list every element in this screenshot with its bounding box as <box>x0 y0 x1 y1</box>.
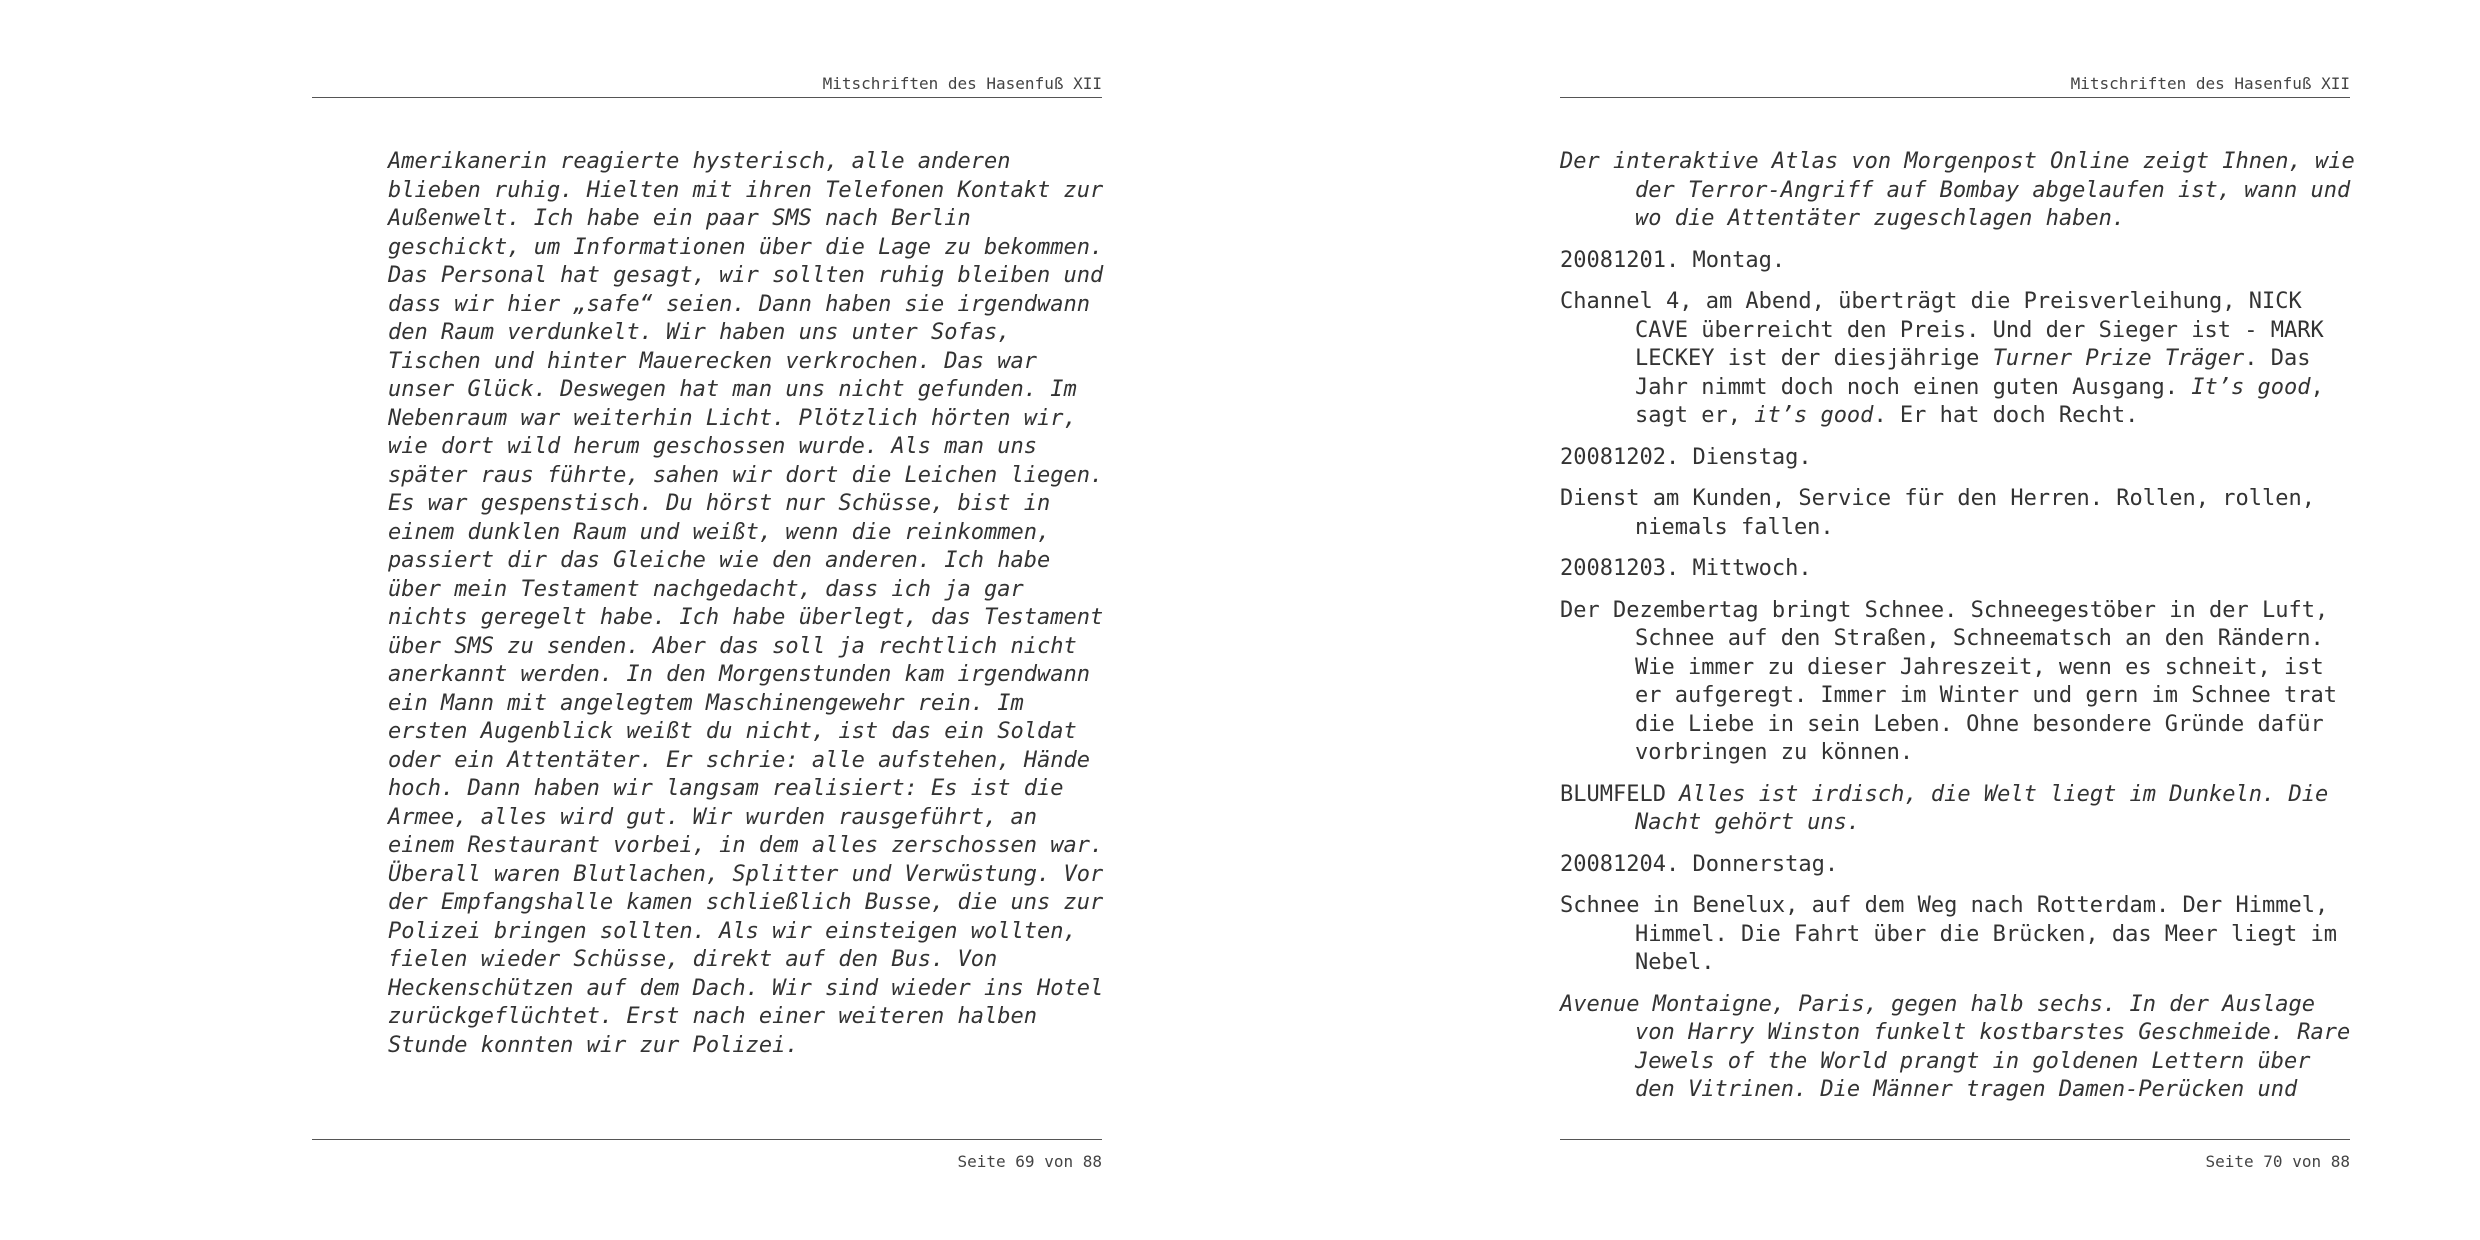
date-heading-donnerstag <box>1560 851 2350 880</box>
text-line: später raus führte, sahen wir dort die Leichen liegen. <box>388 462 1104 488</box>
text-line: Der Dezembertag bringt Schnee. Schneegestöber in der Luft, <box>1560 597 2329 623</box>
left-page-number: Seite 69 von 88 <box>957 1152 1102 1171</box>
text-line: CAVE überreicht den Preis. Und der Sieger ist - MARK <box>1635 317 2324 343</box>
text-line: anerkannt werden. In den Morgenstunden kam irgendwann <box>388 662 1090 687</box>
right-header-rule <box>1560 97 2350 98</box>
text-line: passiert dir das Gleiche wie den anderen. Ich habe <box>388 548 1051 573</box>
text-line: hoch. Dann haben wir langsam realisiert: Es ist die <box>388 776 1064 801</box>
text-line: unser Glück. Deswegen hat man uns nicht gefunden. Im <box>388 377 1077 402</box>
paragraph-morgenpost <box>1560 148 2355 234</box>
text-line: Dienst am Kunden, Service für den Herren. Rollen, rollen, <box>1560 486 2315 511</box>
text-run-italic: It’s good <box>2191 374 2311 400</box>
text-line: Nebel. <box>1635 950 1715 975</box>
text-line: von Harry Winston funkelt kostbarstes Geschmeide. Rare <box>1635 1020 2351 1045</box>
text-line: einem dunklen Raum und weißt, wenn die reinkommen, <box>388 519 1051 545</box>
text-line: die Liebe in sein Leben. Ohne besondere Gründe dafür <box>1635 711 2324 737</box>
text-line: 20081201. Montag. <box>1560 247 1786 273</box>
text-line: 20081202. Dienstag. <box>1560 444 1812 470</box>
text-line: Nebenraum war weiterhin Licht. Plötzlich hörten wir, <box>388 405 1077 431</box>
text-line: oder ein Attentäter. Er schrie: alle aufstehen, Hände <box>388 747 1090 773</box>
text-line: Schnee in Benelux, auf dem Weg nach Rotterdam. Der Himmel, <box>1560 893 2329 918</box>
text-run: . Er hat doch Recht. <box>1873 403 2139 428</box>
text-line: 20081204. Donnerstag. <box>1560 851 1839 877</box>
text-line: dass wir hier „safe“ seien. Dann haben sie irgendwann <box>388 291 1090 317</box>
text-line: Heckenschützen auf dem Dach. Wir sind wieder ins Hotel <box>388 975 1104 1001</box>
text-run: sagt er, <box>1635 403 1755 428</box>
left-page-body <box>388 148 1108 1060</box>
text-line: Außenwelt. Ich habe ein paar SMS nach Berlin <box>388 206 971 231</box>
date-heading-dienstag <box>1560 444 2350 473</box>
text-line: über SMS zu senden. Aber das soll ja rechtlich nicht <box>388 633 1077 659</box>
paragraph-blumfeld <box>1560 781 2350 838</box>
date-heading-mittwoch <box>1560 555 2350 584</box>
text-run-italic: it’s good <box>1754 403 1874 428</box>
text-line: ein Mann mit angelegtem Maschinengewehr rein. Im <box>388 690 1024 716</box>
paragraph-avenue-montaigne <box>1560 991 2350 1105</box>
text-line: Es war gespenstisch. Du hörst nur Schüsse, bist in <box>388 491 1051 516</box>
text-line <box>1560 781 2350 810</box>
text-line <box>1560 374 2350 403</box>
text-line: Schnee auf den Straßen, Schneematsch an den Rändern. <box>1635 626 2324 651</box>
text-line: niemals fallen. <box>1635 514 1834 540</box>
text-line: blieben ruhig. Hielten mit ihren Telefonen Kontakt zur <box>388 177 1104 203</box>
text-line: nichts geregelt habe. Ich habe überlegt, das Testament <box>388 605 1104 630</box>
text-line: er aufgeregt. Immer im Winter und gern im Schnee trat <box>1635 683 2337 708</box>
text-line: den Raum verdunkelt. Wir haben uns unter Sofas, <box>388 320 1011 345</box>
text-line: Der interaktive Atlas von Morgenpost Online zeigt Ihnen, wie <box>1560 149 2355 174</box>
paragraph-channel4 <box>1560 288 2350 431</box>
text-line: Überall waren Blutlachen, Splitter und Verwüstung. Vor <box>388 861 1104 887</box>
left-page-header: Mitschriften des Hasenfuß XII <box>822 74 1102 93</box>
text-line: zurückgeflüchtet. Erst nach einer weiteren halben <box>388 1004 1038 1029</box>
right-footer-rule <box>1560 1139 2350 1140</box>
text-line: ersten Augenblick weißt du nicht, ist das ein Soldat <box>388 719 1077 744</box>
text-run: , <box>2310 374 2324 400</box>
text-line: 20081203. Mittwoch. <box>1560 556 1812 581</box>
text-line: wie dort wild herum geschossen wurde. Als man uns <box>388 434 1038 459</box>
text-line: der Terror-Angriff auf Bombay abgelaufen ist, wann und <box>1635 177 2351 203</box>
text-line: wo die Attentäter zugeschlagen haben. <box>1635 206 2126 231</box>
text-line: einem Restaurant vorbei, in dem alles zerschossen war. <box>388 833 1104 858</box>
text-run: BLUMFELD <box>1560 781 1680 807</box>
text-line: Avenue Montaigne, Paris, gegen halb sechs. In der Auslage <box>1560 991 2315 1017</box>
text-line: fielen wieder Schüsse, direkt auf den Bus. Von <box>388 947 998 972</box>
text-run-italic: Alles ist irdisch, die Welt liegt im Dunkeln. Die <box>1679 781 2329 807</box>
text-run: . Das <box>2244 346 2311 371</box>
text-line: Channel 4, am Abend, überträgt die Preisverleihung, NICK <box>1560 289 2302 314</box>
text-line: Himmel. Die Fahrt über die Brücken, das Meer liegt im <box>1635 921 2337 947</box>
text-line: Stunde konnten wir zur Polizei. <box>388 1032 799 1058</box>
text-line: vorbringen zu können. <box>1635 740 1914 765</box>
text-line <box>1560 402 2350 431</box>
left-header-rule <box>312 97 1102 98</box>
text-line: geschickt, um Informationen über die Lage zu bekommen. <box>388 234 1104 260</box>
right-page-number: Seite 70 von 88 <box>2205 1152 2350 1171</box>
text-line: der Empfangshalle kamen schließlich Busse, die uns zur <box>388 890 1104 915</box>
text-line: Armee, alles wird gut. Wir wurden rausgeführt, an <box>388 804 1038 830</box>
text-line: über mein Testament nachgedacht, dass ich ja gar <box>388 576 1024 602</box>
date-heading-montag <box>1560 247 2350 276</box>
text-run: LECKEY ist der diesjährige <box>1635 346 1993 371</box>
text-line: Polizei bringen sollten. Als wir einsteigen wollten, <box>388 918 1077 944</box>
text-line: Jewels of the World prangt in goldenen Lettern über <box>1635 1048 2311 1074</box>
text-line: Tischen und hinter Mauerecken verkrochen. Das war <box>388 348 1038 374</box>
text-line: Das Personal hat gesagt, wir sollten ruhig bleiben und <box>388 263 1104 288</box>
text-line: den Vitrinen. Die Männer tragen Damen-Perücken und <box>1635 1077 2298 1102</box>
paragraph-benelux <box>1560 892 2350 978</box>
text-line <box>1560 345 2350 374</box>
paragraph-dienst <box>1560 485 2350 542</box>
right-page <box>1560 0 2355 1240</box>
right-page-body <box>1560 148 2355 1118</box>
right-page-header: Mitschriften des Hasenfuß XII <box>2070 74 2350 93</box>
text-line: Nacht gehört uns. <box>1635 810 1861 835</box>
text-run: Jahr nimmt doch noch einen guten Ausgang. <box>1635 374 2192 400</box>
left-page <box>312 0 1102 1240</box>
left-footer-rule <box>312 1139 1102 1140</box>
text-line: Wie immer zu dieser Jahreszeit, wenn es schneit, ist <box>1635 654 2324 680</box>
paragraph-dezembertag <box>1560 597 2350 768</box>
text-run-italic: Turner Prize Träger <box>1992 346 2245 371</box>
text-line: Amerikanerin reagierte hysterisch, alle anderen <box>388 149 1011 174</box>
